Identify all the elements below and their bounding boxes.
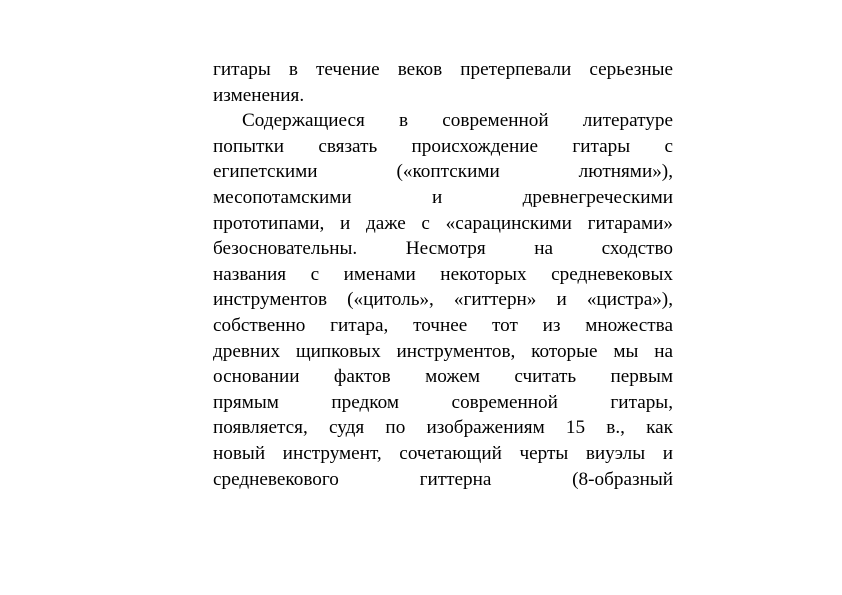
text-line: средневекового гиттерна (8-образный: [213, 468, 673, 490]
text-line: прямым предком современной гитары,: [213, 391, 673, 413]
text-line: прототипами, и даже с «сарацинскими гитарами»: [213, 212, 673, 234]
text-line: месопотамскими и древнегреческими: [213, 186, 673, 208]
text-line: древних щипковых инструментов, которые мы на: [213, 340, 673, 362]
text-line: безосновательны. Несмотря на сходство: [213, 238, 673, 260]
text-line: названия с именами некоторых средневековых: [213, 263, 673, 285]
paragraph-first-line: Содержащиеся в современной литературе: [242, 110, 673, 132]
text-line: попытки связать происхождение гитары с: [213, 135, 673, 157]
text-line: инструментов («цитоль», «гиттерн» и «цистра»),: [213, 289, 673, 311]
text-line: новый инструмент, сочетающий черты виуэлы и: [213, 442, 673, 464]
text-line: изменения.: [213, 84, 305, 106]
text-line: египетскими («коптскими лютнями»),: [213, 161, 673, 183]
text-line: основании фактов можем считать первым: [213, 366, 673, 388]
text-line: собственно гитара, точнее тот из множества: [213, 314, 673, 336]
body-text: [213, 57, 673, 492]
text-line: гитары в течение веков претерпевали серьезные: [213, 59, 673, 80]
text-line: появляется, судя по изображениям 15 в., как: [213, 417, 673, 439]
